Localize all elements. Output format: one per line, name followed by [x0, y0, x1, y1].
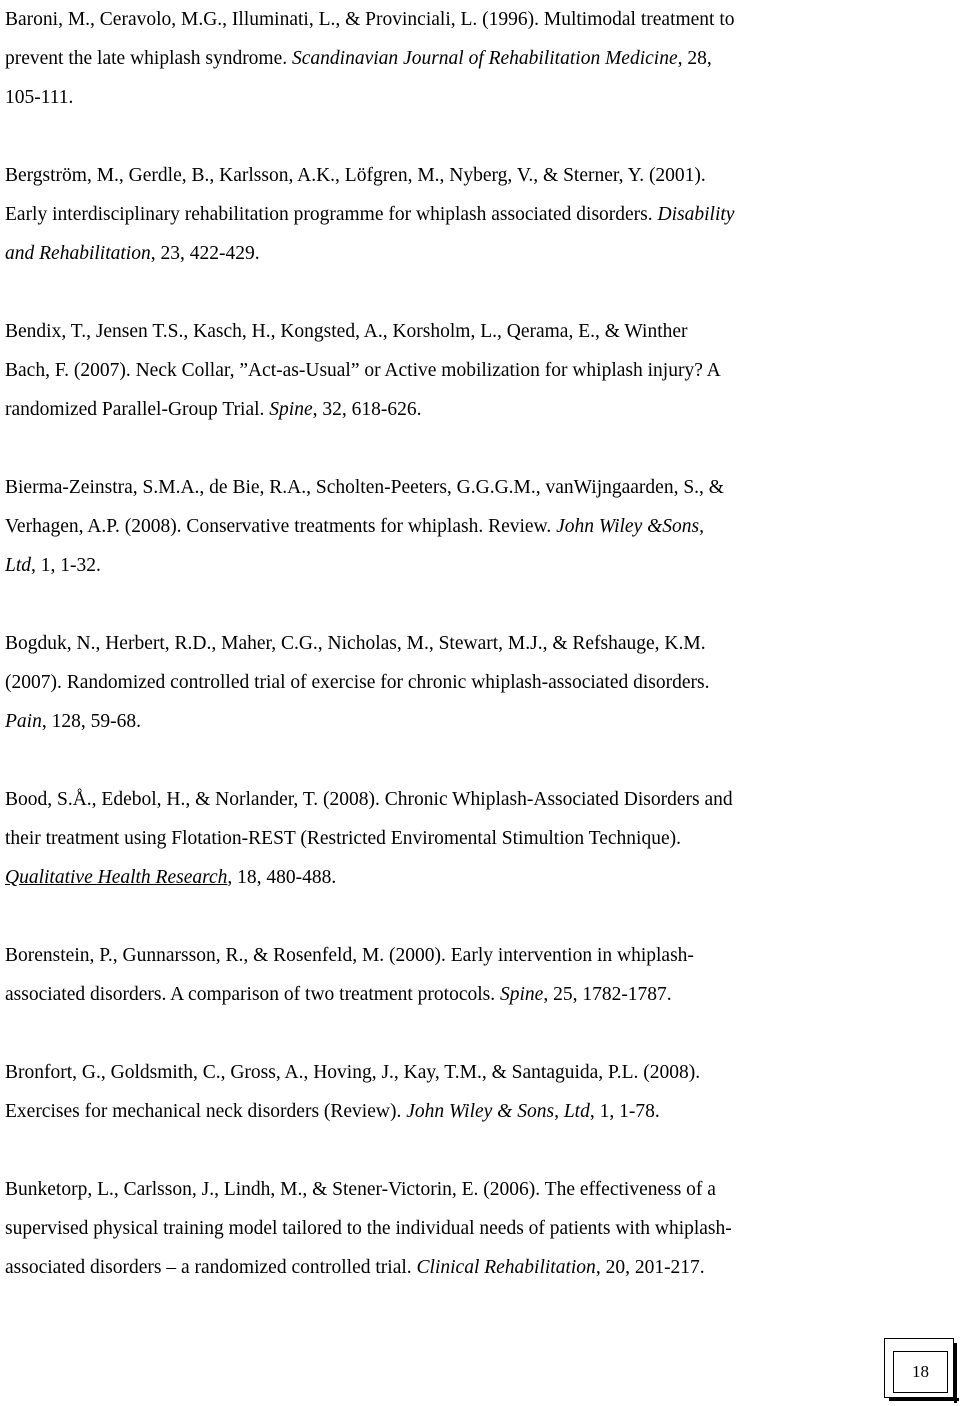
reference-text: (2007). Randomized controlled trial of exercise for chronic whiplash-associated disorders.	[5, 672, 710, 693]
page-box-shadow-right	[954, 1343, 957, 1403]
reference-text: prevent the late whiplash syndrome.	[5, 48, 293, 69]
reference-text: , 128, 59-68.	[41, 711, 141, 732]
reference-line	[5, 1092, 945, 1131]
reference-line	[5, 507, 945, 546]
reference-emphasis: Disability	[657, 204, 735, 225]
reference-entry	[5, 936, 945, 1014]
reference-text: randomized Parallel-Group Trial.	[5, 399, 270, 420]
reference-emphasis: Ltd	[5, 555, 32, 576]
reference-line	[5, 975, 945, 1014]
reference-emphasis: Scandinavian Journal of Rehabilitation Medicine	[292, 48, 678, 69]
reference-emphasis: Qualitative Health Research	[5, 867, 228, 888]
reference-emphasis: and Rehabilitation	[5, 243, 151, 264]
reference-line	[5, 780, 945, 819]
reference-line	[5, 0, 945, 39]
reference-entry	[5, 312, 945, 429]
reference-emphasis: Clinical Rehabilitation	[416, 1257, 596, 1278]
reference-text: Bood, S.Å., Edebol, H., & Norlander, T. (2008). Chronic Whiplash-Associated Disorders and	[5, 789, 733, 810]
reference-text: , 1, 1-78.	[589, 1101, 660, 1122]
reference-text: associated disorders – a randomized controlled trial.	[5, 1257, 417, 1278]
reference-line	[5, 936, 945, 975]
reference-text: , 32, 618-626.	[312, 399, 422, 420]
reference-text: Bendix, T., Jensen T.S., Kasch, H., Kongsted, A., Korsholm, L., Qerama, E., & Winther	[5, 321, 688, 342]
reference-text: , 25, 1782-1787.	[543, 984, 672, 1005]
reference-line	[5, 1053, 945, 1092]
reference-line	[5, 546, 945, 585]
reference-line	[5, 468, 945, 507]
reference-text: supervised physical training model tailored to the individual needs of patients with whiplash-	[5, 1218, 732, 1239]
page-box-shadow-bottom	[889, 1398, 959, 1401]
reference-text: their treatment using Flotation-REST (Restricted Enviromental Stimultion Technique).	[5, 828, 681, 849]
reference-text: Bierma-Zeinstra, S.M.A., de Bie, R.A., Scholten-Peeters, G.G.G.M., vanWijngaarden, S., &	[5, 477, 724, 498]
reference-line	[5, 39, 945, 78]
reference-text: Exercises for mechanical neck disorders (Review).	[5, 1101, 407, 1122]
reference-list	[5, 0, 945, 1326]
reference-entry	[5, 468, 945, 585]
reference-text: Bogduk, N., Herbert, R.D., Maher, C.G., Nicholas, M., Stewart, M.J., & Refshauge, K.M.	[5, 633, 706, 654]
reference-text: Early interdisciplinary rehabilitation programme for whiplash associated disorders.	[5, 204, 658, 225]
reference-entry	[5, 1170, 945, 1287]
reference-text: Bunketorp, L., Carlsson, J., Lindh, M., & Stener-Victorin, E. (2006). The effectiveness of a	[5, 1179, 716, 1200]
reference-emphasis: Spine	[269, 399, 313, 420]
reference-text: Baroni, M., Ceravolo, M.G., Illuminati, L., & Provinciali, L. (1996). Multimodal treatment to	[5, 9, 735, 30]
reference-line	[5, 351, 945, 390]
reference-line	[5, 663, 945, 702]
reference-entry	[5, 1053, 945, 1131]
reference-text: , 28,	[677, 48, 712, 69]
reference-line	[5, 312, 945, 351]
reference-line	[5, 1209, 945, 1248]
reference-line	[5, 1170, 945, 1209]
reference-line	[5, 858, 945, 897]
reference-emphasis: John Wiley & Sons, Ltd	[406, 1101, 590, 1122]
reference-text: Bergström, M., Gerdle, B., Karlsson, A.K., Löfgren, M., Nyberg, V., & Sterner, Y. (2001).	[5, 165, 706, 186]
reference-line	[5, 156, 945, 195]
reference-emphasis: Pain	[5, 711, 42, 732]
reference-line	[5, 78, 945, 117]
reference-line	[5, 234, 945, 273]
reference-text: 105-111.	[5, 87, 74, 108]
reference-text: , 1, 1-32.	[31, 555, 101, 576]
reference-line	[5, 1248, 945, 1287]
reference-emphasis: Spine	[499, 984, 544, 1005]
reference-text: Verhagen, A.P. (2008). Conservative treatments for whiplash. Review.	[5, 516, 557, 537]
reference-text: Bronfort, G., Goldsmith, C., Gross, A., Hoving, J., Kay, T.M., & Santaguida, P.L. (2008).	[5, 1062, 701, 1083]
reference-line	[5, 390, 945, 429]
reference-text: Bach, F. (2007). Neck Collar, ”Act-as-Usual” or Active mobilization for whiplash injury? A	[5, 360, 721, 381]
reference-text: , 18, 480-488.	[227, 867, 337, 888]
reference-text: associated disorders. A comparison of two treatment protocols.	[5, 984, 500, 1005]
reference-entry	[5, 624, 945, 741]
reference-entry	[5, 0, 945, 117]
reference-emphasis: John Wiley &Sons,	[556, 516, 704, 537]
page-number-box	[884, 1338, 954, 1398]
reference-text: , 23, 422-429.	[150, 243, 260, 264]
reference-line	[5, 195, 945, 234]
reference-text: , 20, 201-217.	[595, 1257, 705, 1278]
reference-line	[5, 624, 945, 663]
reference-entry	[5, 156, 945, 273]
reference-line	[5, 702, 945, 741]
reference-text: Borenstein, P., Gunnarsson, R., & Rosenfeld, M. (2000). Early intervention in whiplash-	[5, 945, 694, 966]
reference-line	[5, 819, 945, 858]
reference-entry	[5, 780, 945, 897]
page-number: 18	[893, 1351, 948, 1393]
